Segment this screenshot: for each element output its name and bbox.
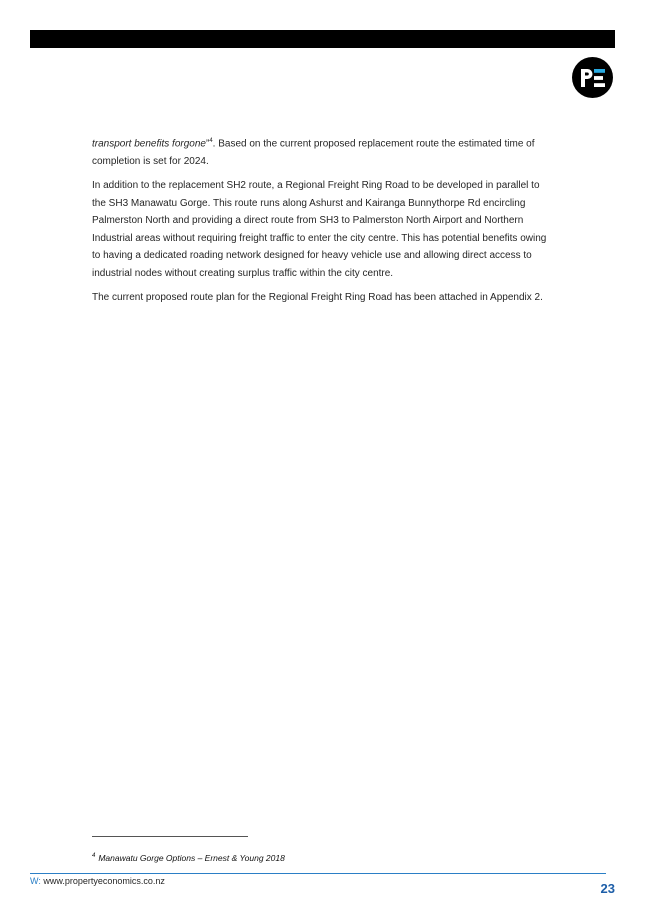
- footnote-ref[interactable]: 4: [209, 138, 213, 144]
- footnote-divider: [92, 836, 248, 837]
- page-number: 23: [600, 881, 615, 896]
- italic-quote: transport benefits forgone: [92, 138, 206, 150]
- footnote-number: 4: [92, 853, 96, 860]
- footnote-text: Manawatu Gorge Options – Ernest & Young 2018: [98, 853, 285, 863]
- paragraph-1: transport benefits forgone”$^4$. Based on the current proposed replacement route the estimated time of completion is set for 2024.: [92, 138, 535, 167]
- header-bar: [30, 30, 615, 48]
- paragraph-2: In addition to the replacement SH2 route, a Regional Freight Ring Road to be developed in parallel to the SH3 Manawatu Gorge. This route runs along Ashurst and Kairanga Bunnythorpe Rd encircling Palmerston North and providing a direct route from SH3 to Palmerston North Airport and Northern Industrial areas without requiring freight traffic to enter the city centre. This has potential benefits owing to having a dedicated roading network designed for heavy vehicle use and allowing direct access to industrial nodes without creating surplus traffic within the city centre.: [92, 180, 547, 279]
- pe-logo: [572, 57, 613, 98]
- paragraph-3: The current proposed route plan for the Regional Freight Ring Road has been attached in Appendix 2.: [92, 292, 543, 304]
- body-text: [92, 133, 554, 314]
- footer-divider: [30, 873, 606, 874]
- pe-logo-icon: [580, 68, 606, 88]
- footnote: [92, 853, 285, 863]
- footer-website: [30, 876, 165, 886]
- website-link[interactable]: www.propertyeconomics.co.nz: [43, 876, 165, 886]
- web-prefix: W:: [30, 876, 41, 886]
